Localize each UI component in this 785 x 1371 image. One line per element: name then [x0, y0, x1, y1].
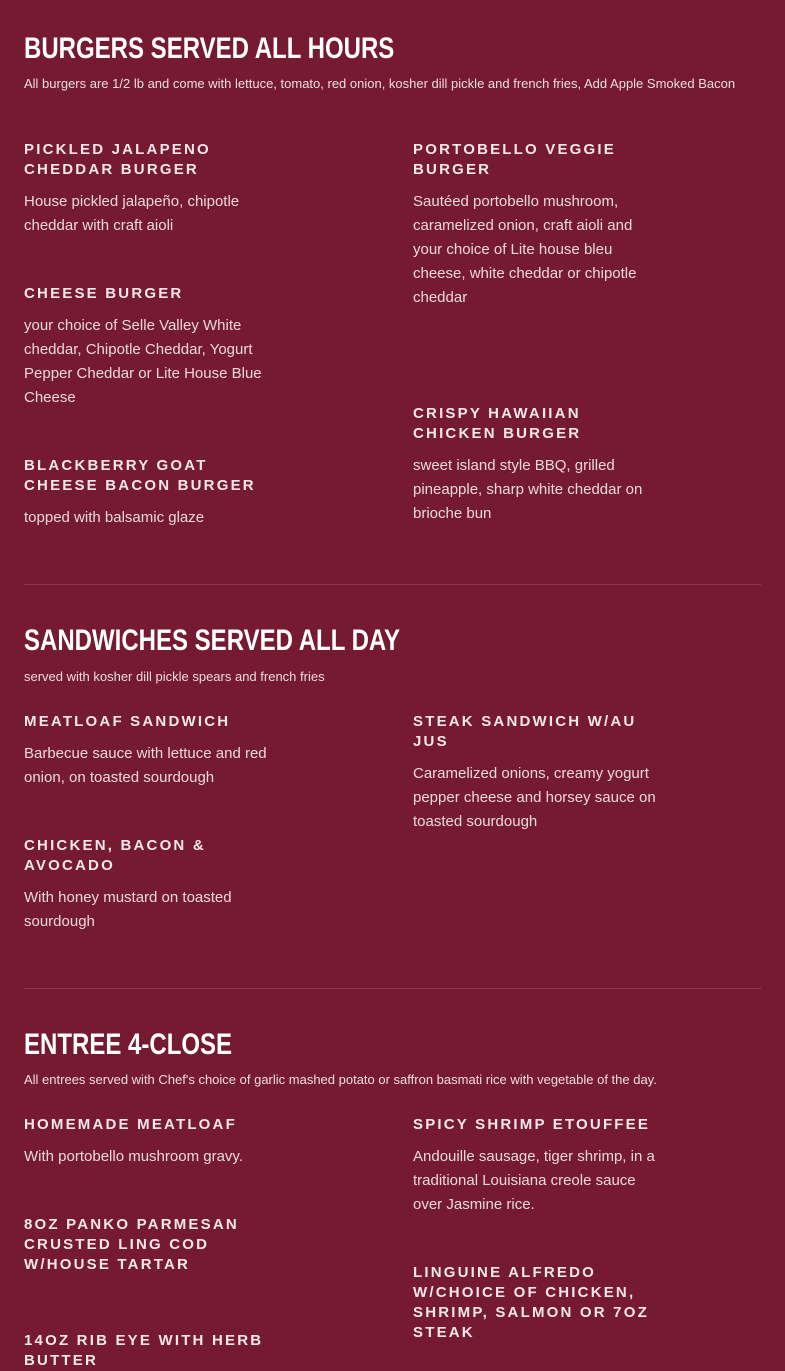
- item-description: Caramelized onions, creamy yogurt pepper cheese and horsey sauce on toasted sourdough: [413, 765, 656, 830]
- item-description: your choice of Selle Valley White cheddar, Chipotle Cheddar, Yogurt Pepper Cheddar or Lite House Blue Cheese: [24, 317, 262, 406]
- item-description: sweet island style BBQ, grilled pineapple, sharp white cheddar on brioche bun: [413, 457, 643, 522]
- item-description: With portobello mushroom gravy.: [24, 1148, 243, 1165]
- item-name: CHEESE BURGER: [24, 285, 184, 302]
- item-name: SPICY SHRIMP ETOUFFEE: [413, 1116, 651, 1133]
- item-name: 8OZ PANKO PARMESAN CRUSTED LING COD W/HOUSE TARTAR: [24, 1216, 239, 1273]
- section-subtitle: All entrees served with Chef's choice of garlic mashed potato or saffron basmati rice with vegetable of the day.: [24, 1072, 657, 1087]
- menu-item: [24, 456, 284, 530]
- menu-item: [24, 712, 284, 790]
- menu-item: [24, 1115, 284, 1169]
- section-subtitle: All burgers are 1/2 lb and come with lettuce, tomato, red onion, kosher dill pickle and french fries, Add Apple Smoked Bacon: [24, 76, 736, 91]
- item-description: Andouille sausage, tiger shrimp, in a traditional Louisiana creole sauce over Jasmine rice.: [413, 1148, 655, 1213]
- item-name: PICKLED JALAPENO CHEDDAR BURGER: [24, 141, 211, 178]
- menu-item: [413, 1263, 673, 1343]
- menu-item: [24, 1331, 284, 1371]
- item-name: MEATLOAF SANDWICH: [24, 713, 231, 730]
- section-title: BURGERS SERVED ALL HOURS: [24, 32, 395, 65]
- menu-item: [24, 836, 284, 934]
- menu-item: [413, 712, 673, 834]
- menu-item: [413, 1115, 673, 1217]
- menu-item: [413, 404, 673, 526]
- item-name: 14OZ RIB EYE WITH HERB BUTTER: [24, 1332, 264, 1369]
- item-description: Sautéed portobello mushroom, caramelized onion, craft aioli and your choice of Lite house bleu cheese, white cheddar or chipotle cheddar: [413, 193, 637, 306]
- menu-item: [24, 284, 284, 410]
- item-description: topped with balsamic glaze: [24, 509, 205, 526]
- menu-item: [413, 140, 673, 310]
- item-name: STEAK SANDWICH W/AU JUS: [413, 713, 637, 750]
- section-subtitle: served with kosher dill pickle spears and french fries: [24, 669, 325, 684]
- item-name: CHICKEN, BACON & AVOCADO: [24, 837, 206, 874]
- item-name: LINGUINE ALFREDO W/CHOICE OF CHICKEN, SHRIMP, SALMON OR 7OZ STEAK: [413, 1264, 649, 1341]
- menu-item: [24, 1215, 284, 1275]
- item-name: BLACKBERRY GOAT CHEESE BACON BURGER: [24, 457, 256, 494]
- section-title: ENTREE 4-CLOSE: [24, 1028, 233, 1061]
- section-title: SANDWICHES SERVED ALL DAY: [24, 624, 401, 657]
- section-divider: [24, 988, 761, 989]
- item-description: House pickled jalapeño, chipotle cheddar with craft aioli: [24, 193, 240, 234]
- item-name: CRISPY HAWAIIAN CHICKEN BURGER: [413, 405, 582, 442]
- menu-item: [24, 140, 284, 238]
- item-name: HOMEMADE MEATLOAF: [24, 1116, 237, 1133]
- item-description: With honey mustard on toasted sourdough: [24, 889, 232, 930]
- section-divider: [24, 584, 761, 585]
- item-description: Barbecue sauce with lettuce and red onion, on toasted sourdough: [24, 745, 267, 786]
- item-name: PORTOBELLO VEGGIE BURGER: [413, 141, 616, 178]
